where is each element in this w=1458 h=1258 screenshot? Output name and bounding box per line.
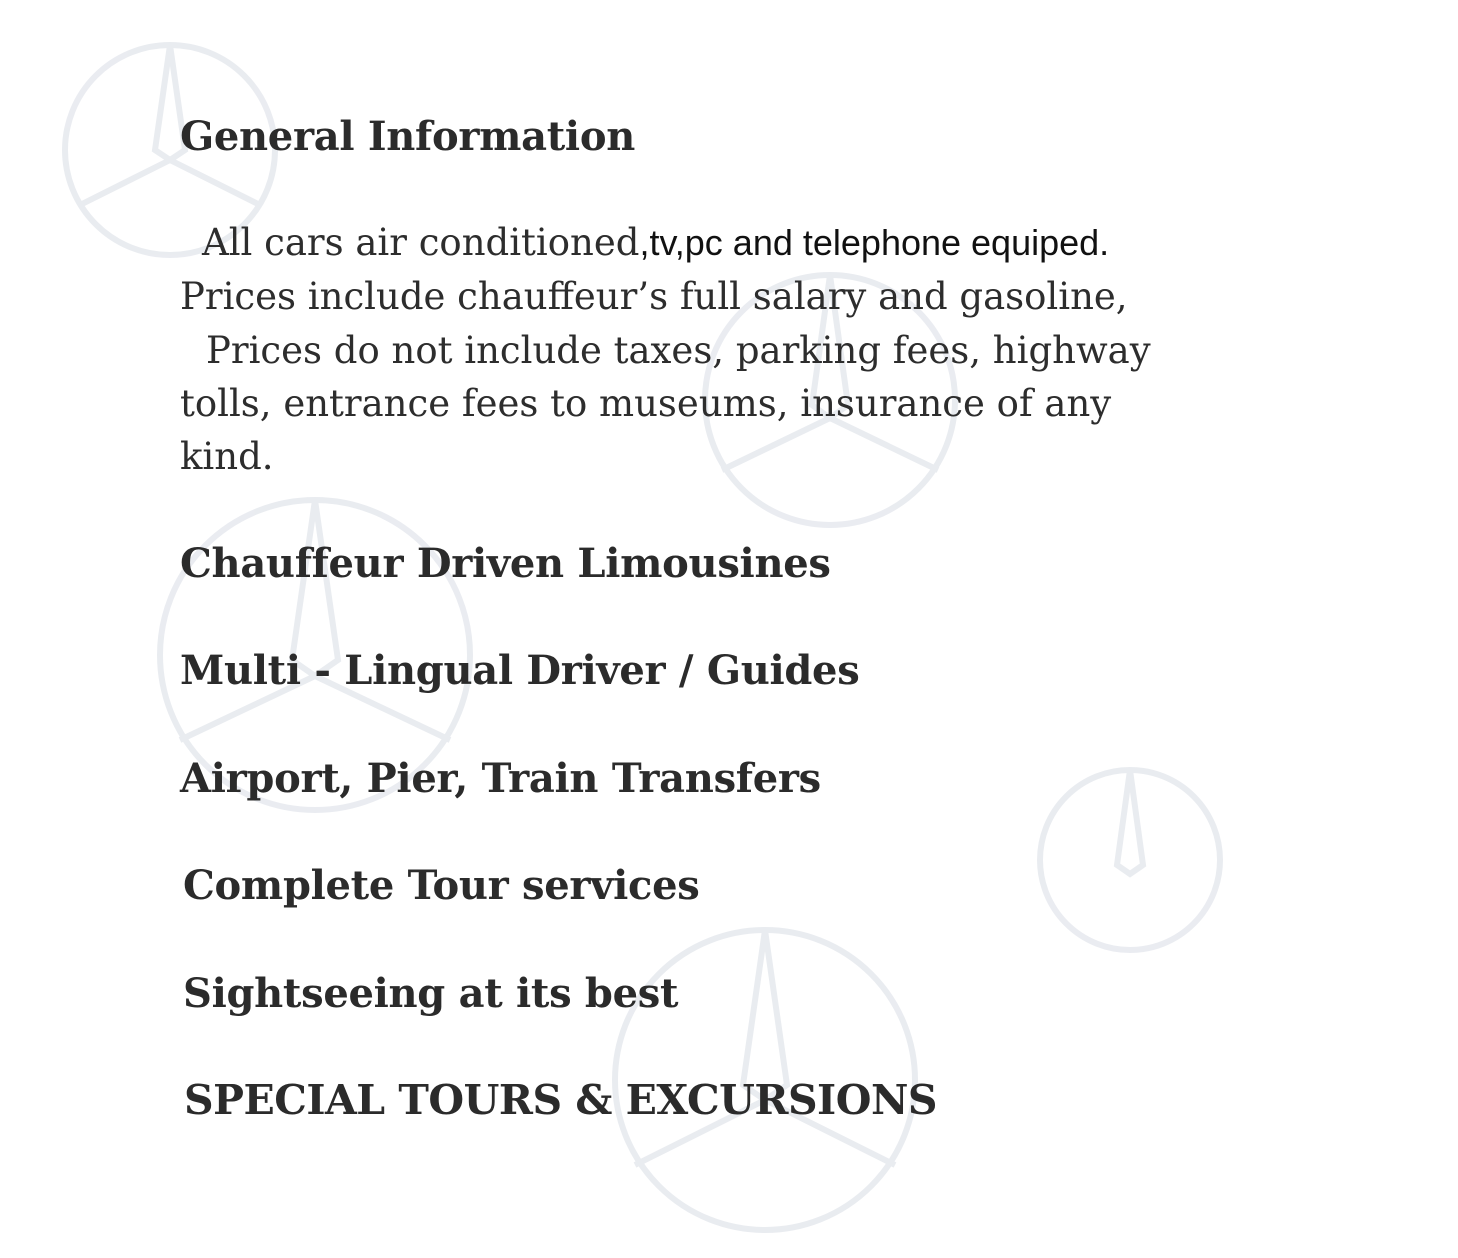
general-info-line-1 xyxy=(180,220,1109,266)
amenities-added-text: ,tv,pc and telephone equiped. xyxy=(639,222,1110,263)
general-information-heading: General Information xyxy=(180,113,635,160)
general-info-line-5: kind. xyxy=(180,435,274,478)
service-multi-lingual-guides: Multi - Lingual Driver / Guides xyxy=(180,647,860,694)
general-info-line-3: Prices do not include taxes, parking fees, highway xyxy=(206,329,1151,372)
general-info-line-4: tolls, entrance fees to museums, insurance of any xyxy=(180,382,1112,425)
service-chauffeur-driven-limousines: Chauffeur Driven Limousines xyxy=(180,540,831,587)
amenities-serif-text: All cars air conditioned xyxy=(202,221,640,264)
service-complete-tour: Complete Tour services xyxy=(183,862,700,909)
general-info-line-2: Prices include chauffeur’s full salary and gasoline, xyxy=(180,275,1128,318)
service-sightseeing: Sightseeing at its best xyxy=(183,970,679,1017)
service-transfers: Airport, Pier, Train Transfers xyxy=(180,755,821,802)
service-special-tours: SPECIAL TOURS & EXCURSIONS xyxy=(184,1076,938,1124)
